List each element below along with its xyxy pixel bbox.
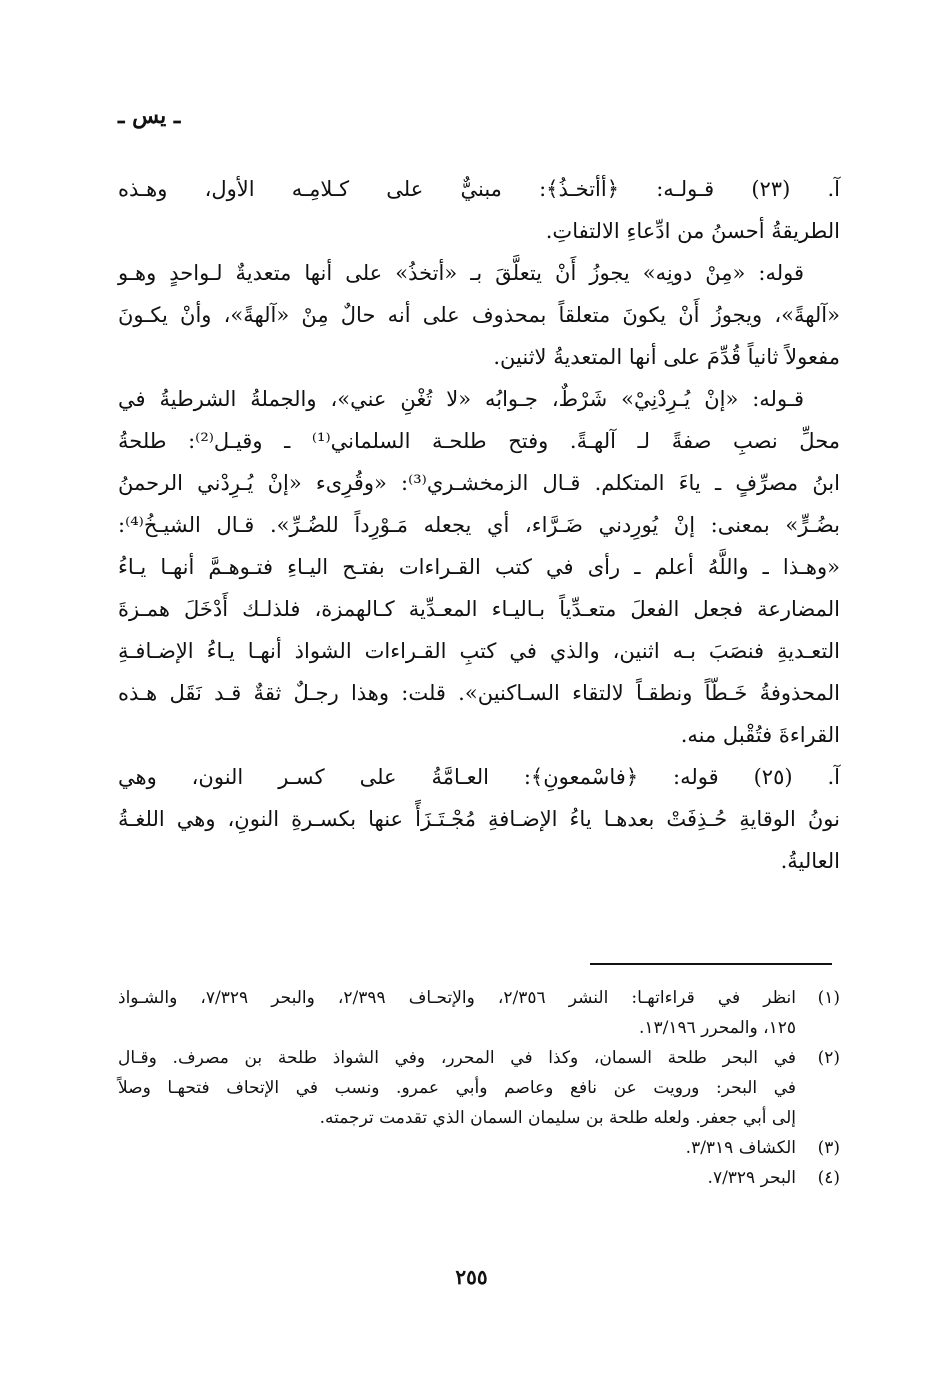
footnote-line: انظر في قراءاتهـا: النشر ٢/٣٥٦، والإتحـاف ٢/٣٩٩، والبحر ٧/٣٢٩، والشـواذ xyxy=(118,988,797,1008)
running-title: ـ يس ـ xyxy=(118,103,181,129)
footnote-line: ١٢٥، والمحرر ١٣/١٩٦. xyxy=(638,1018,796,1038)
text-line: الطريقةُ أحسنُ من ادِّعاءِ الالتفاتِ. xyxy=(545,219,840,243)
paragraph-in-yuridni xyxy=(118,378,840,756)
footnote-number: (٤) xyxy=(817,1168,840,1188)
text-line: آ. (٢٥) قوله: ﴿فاسْمعونِ﴾: العـامَّةُ على كسـر النون، وهي xyxy=(118,765,840,789)
footnote-text xyxy=(118,1043,796,1133)
main-text xyxy=(118,168,840,882)
text-line: المحذوفةُ خَـطّاً ونطقـاً لالتقاء السـاكنين». قلت: وهذا رجـلٌ ثقةٌ قـد نَقَل هـذه xyxy=(118,681,840,705)
paragraph-verse-23 xyxy=(118,168,840,252)
footnote-4 xyxy=(118,1163,840,1193)
footnote-text xyxy=(118,983,796,1043)
footnotes xyxy=(118,983,840,1193)
footnote-line: في البحر طلحة السمان، وكذا في المحرر، وفي الشواذ طلحة بن مصرف. وقـال xyxy=(118,1048,796,1068)
text-line: «آلهةً»، ويجوزُ أَنْ يكونَ متعلقاً بمحذوف على أنه حالٌ مِنْ «آلهةً»، وأنْ يكـونَ xyxy=(118,303,840,327)
footnote-2 xyxy=(118,1043,840,1133)
footnote-number: (٢) xyxy=(817,1048,840,1068)
text-line: ابنُ مصرِّفٍ ـ ياءَ المتكلم. قـال الزمخشـري⁽³⁾: «وقُرِىء «إنْ يُـرِدْني الرحمنُ xyxy=(118,471,840,495)
text-line: قـوله: «إنْ يُـرِدْنِيْ» شَرْطٌ، جـوابُه «لا تُغْنِ عني»، والجملةُ الشرطيةُ في xyxy=(118,387,804,411)
footnote-line: البحر ٧/٣٢٩. xyxy=(707,1168,796,1188)
text-line: آ. (٢٣) قـولـه: ﴿أأتخـذُ﴾: مبنيٌّ على كـلامِـه الأول، وهـذه xyxy=(118,177,840,201)
footnote-number: (٣) xyxy=(817,1138,840,1158)
footnote-divider xyxy=(590,963,832,965)
text-line: مفعولاً ثانياً قُدِّمَ على أنها المتعديةُ لاثنين. xyxy=(493,345,840,369)
footnote-line: الكشاف ٣/٣١٩. xyxy=(685,1138,796,1158)
text-line: محلِّ نصبِ صفةً لـ آلهـةً. وفتح طلحـة السلماني⁽¹⁾ ـ وقيـل⁽²⁾: طلحةُ xyxy=(118,429,840,453)
footnote-1 xyxy=(118,983,840,1043)
footnote-3 xyxy=(118,1133,840,1163)
text-line: العاليةُ. xyxy=(780,849,840,873)
footnote-number: (١) xyxy=(817,988,840,1008)
text-line: التعـديةِ فنصَبَ بـه اثنين، والذي في كتبِ القـراءات الشواذ أنهـا يـاءُ الإضـافـةِ xyxy=(118,639,840,663)
text-line: بضُـرٍّ» بمعنى: إنْ يُورِدني ضَـرَّاء، أي يجعله مَـوْرِداً للضُـرِّ». قـال الشيـخُ⁽⁴⁾: xyxy=(118,513,840,537)
footnote-line: في البحر: ورويت عن نافع وعاصم وأبي عمرو. ونسب في الإتحاف فتحهـا وصلاً xyxy=(118,1078,796,1098)
text-line: القراءةَ فتُقْبل منه. xyxy=(680,723,840,747)
text-line: «وهـذا ـ واللَّهُ أعلم ـ رأى في كتب القـراءات بفتـح اليـاءِ فتـوهـمَّ أنهـا يـاءُ xyxy=(118,555,840,579)
text-line: قوله: «مِنْ دونِه» يجوزُ أَنْ يتعلَّقَ بـ «أتخذُ» على أنها متعديةٌ لـواحدٍ وهـو xyxy=(118,261,804,285)
text-line: نونُ الوقايةِ حُـذِفَتْ بعدهـا ياءُ الإضـافةِ مُجْـتَـزَأً عنها بكسـرةِ النونِ، وهي اللغـةُ xyxy=(118,807,840,831)
footnote-line: إلى أبي جعفر. ولعله طلحة بن سليمان السمان الذي تقدمت ترجمته. xyxy=(319,1108,796,1128)
page-number: ٢٥٥ xyxy=(455,1265,488,1289)
paragraph-verse-25 xyxy=(118,756,840,882)
footnote-text xyxy=(118,1163,796,1193)
paragraph-min-dunihi xyxy=(118,252,840,378)
footnote-text xyxy=(118,1133,796,1163)
text-line: المضارعة فجعل الفعلَ متعـدِّياً بـاليـاء المعـدِّية كـالهمزة، فلذلـك أَدْخَلَ همـزةَ xyxy=(118,597,840,621)
